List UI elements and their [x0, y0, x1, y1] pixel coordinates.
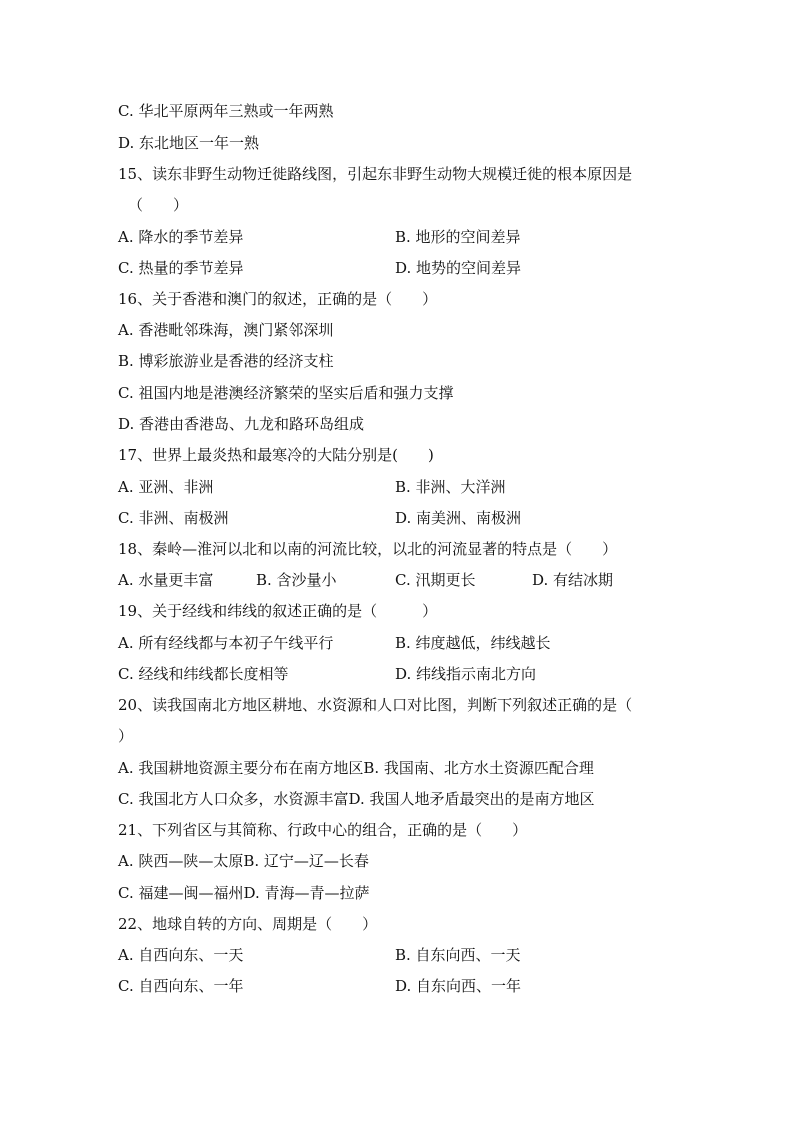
- q17-option-d: D. 南美洲、南极洲: [395, 509, 522, 527]
- q19-stem: 19、关于经线和纬线的叙述正确的是（ ）: [118, 602, 438, 620]
- q18-options-row: [118, 569, 678, 591]
- q15-option-d: D. 地势的空间差异: [395, 259, 522, 277]
- q15-option-c: C. 热量的季节差异: [118, 259, 244, 277]
- q16-option-c: C. 祖国内地是港澳经济繁荣的坚实后盾和强力支撑: [118, 384, 454, 402]
- q20-options-cd: C. 我国北方人口众多，水资源丰富D. 我国人地矛盾最突出的是南方地区: [118, 790, 595, 808]
- q17-option-c: C. 非洲、南极洲: [118, 509, 229, 527]
- q22-row-ab: [118, 944, 678, 966]
- q15-row-cd: [118, 257, 678, 279]
- q15-option-b: B. 地形的空间差异: [395, 228, 521, 246]
- option-d-prev: D. 东北地区一年一熟: [118, 134, 260, 152]
- q19-row-cd: [118, 663, 678, 685]
- q17-stem: 17、世界上最炎热和最寒冷的大陆分别是( ): [118, 446, 434, 464]
- q19-option-d: D. 纬线指示南北方向: [395, 665, 537, 683]
- q22-option-c: C. 自西向东、一年: [118, 977, 244, 995]
- q22-row-cd: [118, 975, 678, 997]
- q20-stem: 20、读我国南北方地区耕地、水资源和人口对比图，判断下列叙述正确的是（: [118, 696, 633, 714]
- q19-row-ab: [118, 632, 678, 654]
- q19-option-c: C. 经线和纬线都长度相等: [118, 665, 289, 683]
- q15-stem: 15、读东非野生动物迁徙路线图，引起东非野生动物大规模迁徙的根本原因是: [118, 165, 633, 183]
- q22-option-d: D. 自东向西、一年: [395, 977, 522, 995]
- q22-option-a: A. 自西向东、一天: [118, 946, 244, 964]
- q15-option-a: A. 降水的季节差异: [118, 228, 244, 246]
- q17-option-a: A. 亚洲、非洲: [118, 478, 214, 496]
- q21-options-ab: A. 陕西—陕—太原B. 辽宁—辽—长春: [118, 852, 369, 870]
- q21-stem: 21、下列省区与其简称、行政中心的组合，正确的是（ ）: [118, 821, 528, 839]
- q18-stem: 18、秦岭—淮河以北和以南的河流比较，以北的河流显著的特点是（ ）: [118, 540, 618, 558]
- q15-blank: （ ）: [128, 196, 189, 214]
- q16-stem: 16、关于香港和澳门的叙述，正确的是（ ）: [118, 290, 438, 308]
- q18-option-b: B. 含沙量小: [256, 571, 337, 589]
- q17-row-ab: [118, 476, 678, 498]
- q16-option-b: B. 博彩旅游业是香港的经济支柱: [118, 352, 334, 370]
- q17-row-cd: [118, 507, 678, 529]
- q16-option-a: A. 香港毗邻珠海，澳门紧邻深圳: [118, 321, 334, 339]
- q17-option-b: B. 非洲、大洋洲: [395, 478, 506, 496]
- q20-stem-cont: ）: [118, 727, 134, 745]
- q20-options-ab: A. 我国耕地资源主要分布在南方地区B. 我国南、北方水土资源匹配合理: [118, 759, 594, 777]
- q22-stem: 22、地球自转的方向、周期是（ ）: [118, 915, 378, 933]
- q21-options-cd: C. 福建—闽—福州D. 青海—青—拉萨: [118, 884, 370, 902]
- q22-option-b: B. 自东向西、一天: [395, 946, 521, 964]
- q18-option-c: C. 汛期更长: [395, 571, 476, 589]
- option-c-prev: C. 华北平原两年三熟或一年两熟: [118, 102, 334, 120]
- q18-option-a: A. 水量更丰富: [118, 571, 214, 589]
- q19-option-b: B. 纬度越低，纬线越长: [395, 634, 551, 652]
- q18-option-d: D. 有结冰期: [532, 571, 614, 589]
- q15-row-ab: [118, 226, 678, 248]
- q19-option-a: A. 所有经线都与本初子午线平行: [118, 634, 334, 652]
- q16-option-d: D. 香港由香港岛、九龙和路环岛组成: [118, 415, 365, 433]
